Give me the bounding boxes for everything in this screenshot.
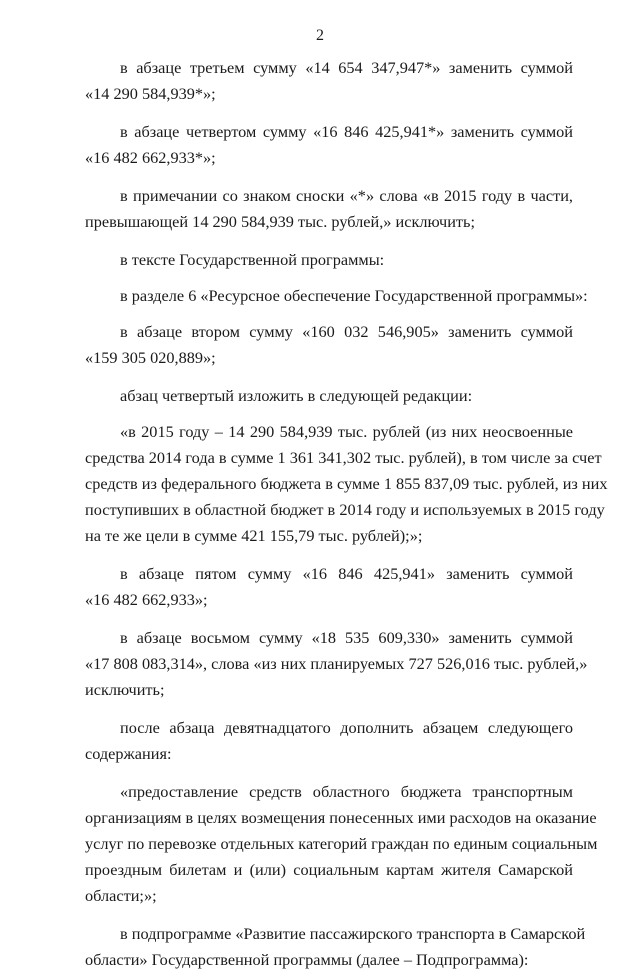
text-line: «16 482 662,933*»; <box>85 148 216 167</box>
text-line: области» Государственной программы (далее – Подпрограмма): <box>85 950 529 969</box>
paragraph <box>0 715 588 767</box>
document-body <box>0 43 608 973</box>
paragraph <box>0 119 588 171</box>
paragraph <box>0 419 608 549</box>
text-line: в абзаце пятом сумму «16 846 425,941» заменить суммой <box>120 564 573 583</box>
text-line: «предоставление средств областного бюджета транспортным <box>120 782 573 801</box>
text-line: превышающей 14 290 584,939 тыс. рублей,» исключить; <box>85 212 475 231</box>
text-line: абзац четвертый изложить в следующей редакции: <box>120 386 473 405</box>
text-line: услуг по перевозке отдельных категорий граждан по единым социальным <box>85 834 598 853</box>
text-line: «16 482 662,933»; <box>85 590 208 609</box>
text-line: в разделе 6 «Ресурсное обеспечение Государственной программы»: <box>120 286 588 305</box>
text-line: поступивших в областной бюджет в 2014 году и используемых в 2015 году <box>85 500 605 519</box>
text-line: «14 290 584,939*»; <box>85 84 216 103</box>
page-number: 2 <box>316 27 324 44</box>
text-line: в абзаце втором сумму «160 032 546,905» заменить суммой <box>120 322 573 341</box>
text-line: в абзаце восьмом сумму «18 535 609,330» заменить суммой <box>120 628 573 647</box>
text-line: содержания: <box>85 744 172 763</box>
text-line: в примечании со знаком сноски «*» слова «в 2015 году в части, <box>120 186 573 205</box>
text-line: в тексте Государственной программы: <box>120 250 385 269</box>
text-line: «в 2015 году – 14 290 584,939 тыс. рублей (из них неосвоенные <box>120 422 573 441</box>
text-line: в подпрограмме «Развитие пассажирского транспорта в Самарской <box>120 924 586 943</box>
paragraph <box>0 779 598 909</box>
text-line: организациям в целях возмещения понесенных ими расходов на оказание <box>85 808 597 827</box>
text-line: исключить; <box>85 680 165 699</box>
text-line: на те же цели в сумме 421 155,79 тыс. рублей);»; <box>85 526 423 545</box>
paragraph <box>0 921 588 973</box>
text-line: в абзаце третьем сумму «14 654 347,947*» заменить суммой <box>120 58 573 77</box>
paragraph <box>0 383 588 409</box>
paragraph <box>0 319 588 371</box>
text-line: средства 2014 года в сумме 1 361 341,302 тыс. рублей), в том числе за счет <box>85 448 602 467</box>
paragraph <box>0 247 588 273</box>
text-line: «159 305 020,889»; <box>85 348 216 367</box>
text-line: проездным билетам и (или) социальным картам жителя Самарской <box>85 860 573 879</box>
text-line: «17 808 083,314», слова «из них планируемых 727 526,016 тыс. рублей,» <box>85 654 588 673</box>
paragraph <box>0 561 588 613</box>
text-line: области;»; <box>85 886 157 905</box>
paragraph <box>0 183 588 235</box>
text-line: после абзаца девятнадцатого дополнить абзацем следующего <box>120 718 573 737</box>
paragraph <box>0 55 588 107</box>
paragraph <box>0 625 588 703</box>
paragraph <box>0 283 588 309</box>
text-line: средств из федерального бюджета в сумме 1 855 837,09 тыс. рублей, из них <box>85 474 608 493</box>
text-line: в абзаце четвертом сумму «16 846 425,941*» заменить суммой <box>120 122 573 141</box>
